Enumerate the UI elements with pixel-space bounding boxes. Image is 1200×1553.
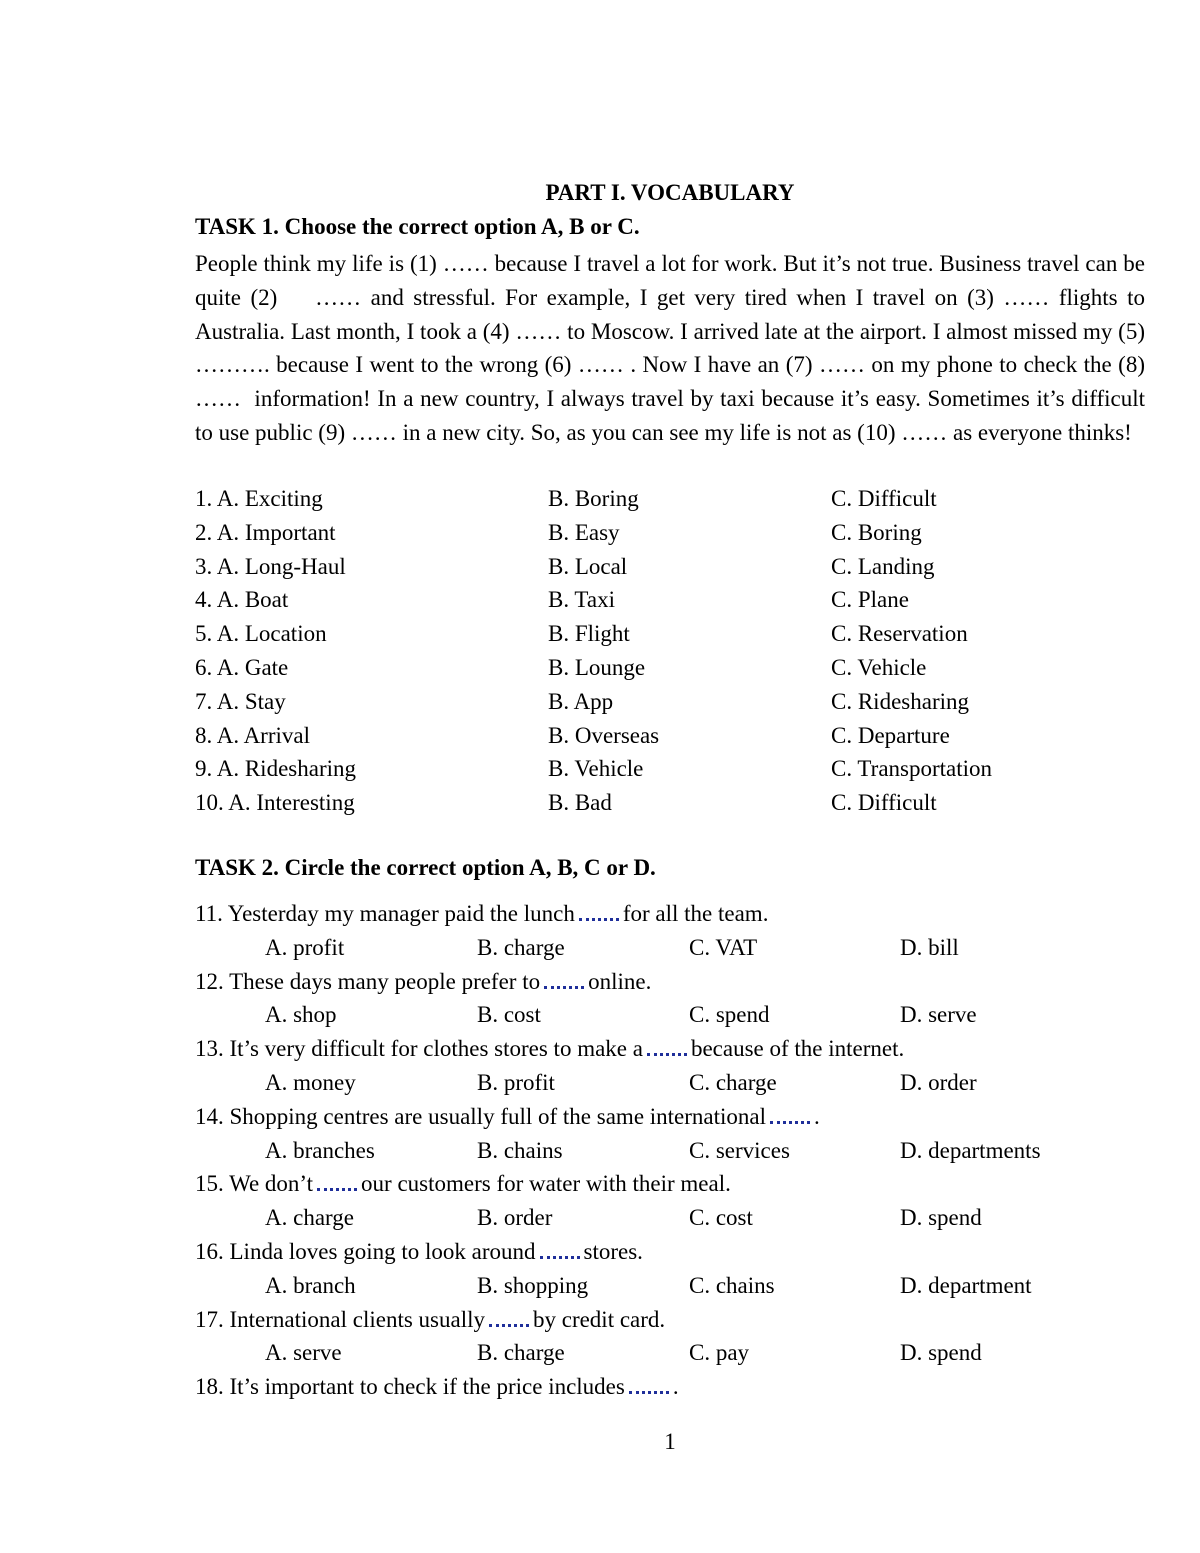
option-c: C. Difficult [831, 486, 937, 511]
task1-passage: People think my life is (1) …… because I travel a lot for work. But it’s not true. Business travel can be quite (2) …… and stressful. For example, I get very tired when I travel on (3) …… flights to Australia. Last month, I took a (4) …… to Moscow. I arrived late at the airport. I almost missed my (5) ………. because I went to the wrong (6) …… . Now I have an (7) …… on my phone to check the (8) …… information! In a new country, I always travel by taxi because it’s easy. Sometimes it’s difficult to use public (9) …… in a new city. So, as you can see my life is not as (10) …… as everyone thinks! [195, 251, 1145, 445]
page-number: 1 [664, 1429, 676, 1454]
option-c: C. VAT [689, 934, 758, 960]
option-d: D. spend [900, 1205, 982, 1231]
question-11-options [195, 931, 1145, 965]
task2-questions [195, 897, 1145, 1404]
option-a: 6. A. Gate [195, 654, 289, 680]
option-b: B. Boring [548, 486, 639, 511]
option-row-2 [195, 516, 1145, 550]
option-a: 5. A. Location [195, 621, 327, 647]
option-c: C. charge [689, 1069, 777, 1095]
question-12 [195, 965, 1145, 999]
option-a: 7. A. Stay [195, 688, 286, 714]
question-text: 17. International clients usually [195, 1306, 485, 1332]
question-13-options [195, 1066, 1145, 1100]
option-b: B. charge [477, 1340, 565, 1366]
option-c: C. cost [689, 1205, 753, 1231]
option-a: 9. A. Ridesharing [195, 756, 356, 782]
option-row-8 [195, 719, 1145, 753]
question-16-options [195, 1269, 1145, 1303]
option-b: B. Vehicle [548, 756, 644, 782]
option-a: A. serve [265, 1340, 342, 1366]
option-a: A. profit [265, 934, 345, 960]
option-b: B. charge [477, 934, 565, 960]
part-title: PART I. VOCABULARY [545, 180, 795, 205]
option-a: A. charge [265, 1205, 354, 1231]
option-row-6 [195, 651, 1145, 685]
option-b: B. Lounge [548, 654, 646, 680]
answer-blank [647, 1049, 687, 1056]
question-text: 14. Shopping centres are usually full of the same international [195, 1103, 767, 1129]
question-14 [195, 1100, 1145, 1134]
answer-blank [317, 1184, 357, 1191]
option-c: C. services [689, 1137, 790, 1163]
question-15 [195, 1167, 1145, 1201]
option-b: B. Taxi [548, 587, 615, 613]
option-b: B. Local [548, 553, 628, 579]
option-row-10 [195, 786, 1145, 820]
option-row-5 [195, 617, 1145, 651]
option-a: 4. A. Boat [195, 587, 289, 613]
option-b: B. profit [477, 1069, 555, 1095]
answer-blank [489, 1320, 529, 1327]
question-text: 18. It’s important to check if the price includes [195, 1374, 625, 1400]
question-text: 11. Yesterday my manager paid the lunch [195, 901, 575, 926]
question-text-after: . [672, 1374, 679, 1400]
question-text-after: by credit card. [532, 1306, 666, 1332]
option-a: A. shop [265, 1002, 337, 1028]
option-a: A. branches [265, 1137, 375, 1163]
option-c: C. Difficult [831, 790, 937, 816]
question-text-after: for all the team. [622, 901, 769, 926]
option-row-4 [195, 583, 1145, 617]
option-a: 8. A. Arrival [195, 722, 310, 748]
question-17 [195, 1303, 1145, 1337]
answer-blank [579, 914, 619, 921]
task1-heading: TASK 1. Choose the correct option A, B or C. [195, 214, 640, 239]
question-text: 12. These days many people prefer to [195, 968, 541, 994]
question-14-options [195, 1134, 1145, 1168]
option-row-7 [195, 685, 1145, 719]
task2-heading: TASK 2. Circle the correct option A, B, C or D. [195, 855, 656, 880]
option-d: D. departments [900, 1137, 1041, 1163]
question-text-after: our customers for water with their meal. [361, 1171, 731, 1197]
option-c: C. pay [689, 1340, 750, 1366]
option-b: B. Easy [548, 519, 620, 545]
option-c: C. Reservation [831, 621, 968, 647]
answer-blank [629, 1387, 669, 1394]
option-c: C. Vehicle [831, 654, 927, 680]
question-18 [195, 1370, 1145, 1404]
question-text: 16. Linda loves going to look around [195, 1238, 536, 1264]
option-b: B. Overseas [548, 722, 660, 748]
option-c: C. Landing [831, 553, 935, 579]
option-row-9 [195, 752, 1145, 786]
question-16 [195, 1235, 1145, 1269]
question-17-options [195, 1336, 1145, 1370]
question-11 [195, 897, 1145, 931]
option-row-3 [195, 550, 1145, 584]
option-c: C. Ridesharing [831, 688, 969, 714]
option-b: B. chains [477, 1137, 563, 1163]
question-text: 13. It’s very difficult for clothes stores to make a [195, 1036, 643, 1062]
option-a: 10. A. Interesting [195, 790, 355, 816]
option-b: B. shopping [477, 1272, 589, 1298]
option-d: D. serve [900, 1002, 977, 1028]
option-c: C. Boring [831, 519, 922, 545]
answer-blank [770, 1117, 810, 1124]
option-a: A. branch [265, 1272, 356, 1298]
option-c: C. Departure [831, 722, 950, 748]
option-b: B. Bad [548, 790, 612, 816]
option-c: C. chains [689, 1272, 775, 1298]
question-text-after: because of the internet. [690, 1036, 905, 1062]
option-a: 3. A. Long-Haul [195, 553, 346, 579]
option-a: A. money [265, 1069, 356, 1095]
question-text-after: online. [588, 968, 652, 994]
answer-blank [540, 1252, 580, 1259]
option-b: B. Flight [548, 621, 630, 647]
option-d: D. order [900, 1069, 977, 1095]
question-text-after: . [814, 1103, 820, 1129]
option-c: C. Plane [831, 587, 909, 613]
option-a: 2. A. Important [195, 519, 336, 545]
option-b: B. App [548, 688, 614, 714]
option-row-1 [195, 482, 1145, 516]
question-12-options [195, 998, 1145, 1032]
option-b: B. order [477, 1205, 553, 1231]
option-d: D. spend [900, 1340, 982, 1366]
option-d: D. bill [900, 934, 959, 960]
option-c: C. spend [689, 1002, 770, 1028]
option-c: C. Transportation [831, 756, 993, 782]
question-13 [195, 1032, 1145, 1066]
question-text: 15. We don’t [195, 1171, 314, 1197]
option-a: 1. A. Exciting [195, 486, 323, 511]
task1-options [195, 482, 1145, 820]
question-text-after: stores. [583, 1238, 643, 1264]
answer-blank [544, 982, 584, 989]
option-b: B. cost [477, 1002, 541, 1028]
option-d: D. department [900, 1272, 1032, 1298]
question-15-options [195, 1201, 1145, 1235]
